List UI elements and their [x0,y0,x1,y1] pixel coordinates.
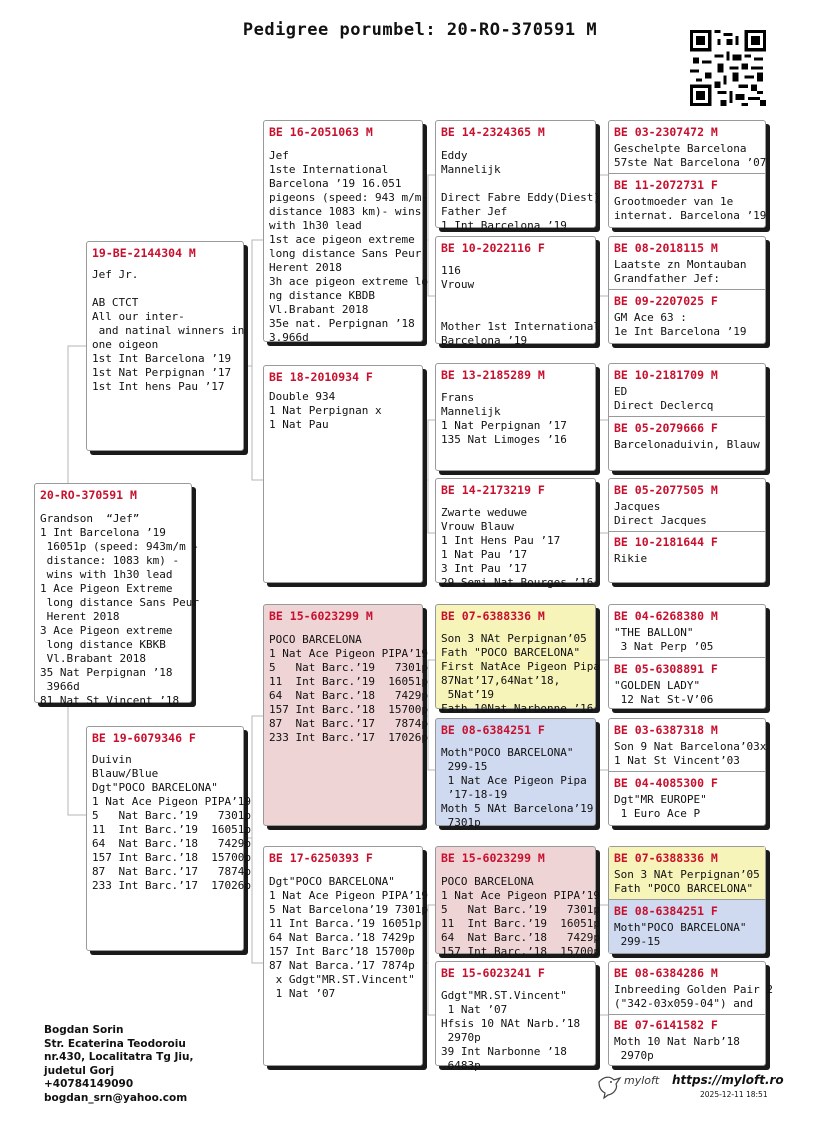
ring-id: BE 08-6384286 M [614,966,718,980]
dam-ring-id: BE 19-6079346 F [92,731,196,745]
gen3-card[interactable] [435,604,600,715]
bird-info: Inbreeding Golden Pair 2 ("342-03x059-04") and [614,983,773,1010]
bird-info: POCO BARCELONA 1 Nat Ace Pigeon PIPA’19 5 Nat Barc.’19 7301p 11 Int Barc.’19 16051p 64 Nat Barc.’18 7429p 157 Int Barc.’18 15700p [441,875,600,958]
bird-info: "GOLDEN LADY" 12 Nat St-V’06 [614,679,714,706]
gen3-card[interactable] [435,120,600,232]
ring-id: BE 15-6023241 F [441,966,545,980]
card-divider [609,1014,765,1015]
sire-card[interactable] [86,241,244,451]
ring-id: BE 03-6387318 M [614,723,718,737]
owner-contact: Bogdan Sorin Str. Ecaterina Teodoroiu nr.430, Localitatra Tg Jiu, judetul Gorj +40784149090 bogdan_srn@yahoo.com [44,1024,194,1104]
ring-id: BE 14-2173219 F [441,483,545,497]
card-divider [609,416,765,417]
gen4-pair-card[interactable] [608,120,766,228]
ring-id: BE 15-6023299 M [441,851,545,865]
ring-id: BE 17-6250393 F [269,851,373,865]
bird-info: Geschelpte Barcelona 57ste Nat Barcelona ’07 [614,142,767,169]
ring-id: BE 15-6023299 M [269,609,373,623]
gen3-card[interactable] [435,363,596,471]
bird-info: Frans Mannelijk 1 Nat Perpignan ’17 135 Nat Limoges ’16 [441,391,567,446]
ring-id: BE 05-2079666 F [614,421,718,435]
ring-id: BE 07-6141582 F [614,1018,718,1032]
bird-info: Grootmoeder van 1e internat. Barcelona ’19 [614,195,767,222]
card-divider [609,173,765,174]
ring-id: BE 10-2022116 F [441,241,545,255]
ring-id: BE 03-2307472 M [614,125,718,139]
qr-code-icon [690,30,766,106]
ring-id: BE 05-2077505 M [614,483,718,497]
bird-info: POCO BARCELONA 1 Nat Ace Pigeon PIPA’19 5 Nat Barc.’19 7301p 11 Int Barc.’19 16051p 64 Nat Barc.’18 7429p 157 Int Barc.’18 15700p 87 Nat Barc.’17 7874p 233 Int Barc.’17 17026p [269,633,428,744]
page-title: Pedigree porumbel: 20-RO-370591 M [242,20,598,40]
ring-id: BE 16-2051063 M [269,125,373,139]
subject-info: Grandson “Jef” 1 Int Barcelona ’19 16051p (speed: 943m/m - distance: 1083 km) - wins with 1h30 lead 1 Ace Pigeon Extreme long distance Sans Peur Herent 2018 3 Ace Pigeon extreme long distance KBKB Vl.Brabant 2018 35 Nat Perpignan ’18 3966d 81 Nat St Vincent ’18 [40,512,199,707]
bird-info: Moth"POCO BARCELONA" 299-15 [614,921,747,948]
gen4-pair-card[interactable] [608,961,773,1066]
gen4-pair-card[interactable] [608,846,766,954]
bird-info: "THE BALLON" 3 Nat Perp ’05 [614,626,714,653]
ring-id: BE 08-2018115 M [614,241,718,255]
subject-ring-id: 20-RO-370591 M [40,488,137,502]
bird-info: Son 3 NAt Perpignan’05 Fath "POCO BARCELONA" First NatAce Pigeon Pipa 87Nat’17,64Nat’18, 5Nat’19 Fath 10Nat Narbonne ’16 [441,632,600,715]
gen4-pair-card[interactable] [608,236,766,344]
granddam-paternal-card[interactable] [263,365,423,583]
ring-id: BE 09-2207025 F [614,294,718,308]
bird-info: Son 9 Nat Barcelona’03x 1 Nat St Vincent’03 [614,740,767,767]
gen4-pair-card[interactable] [608,604,766,709]
grandsire-maternal-card[interactable] [263,604,428,826]
ring-id: BE 10-2181709 M [614,368,718,382]
gen3-card[interactable] [435,478,596,589]
ring-id: BE 18-2010934 F [269,370,373,384]
bird-info: Son 3 NAt Perpignan’05 Fath "POCO BARCELONA" [614,868,760,895]
ring-id: BE 05-6308891 F [614,662,718,676]
bird-info: Double 934 1 Nat Perpignan x 1 Nat Pau [269,390,382,431]
gen3-card[interactable] [435,718,596,829]
ring-id: BE 08-6384251 F [441,723,545,737]
card-divider [609,531,765,532]
bird-info: GM Ace 63 : 1e Int Barcelona ’19 [614,311,747,338]
gen3-card[interactable] [435,236,600,347]
bird-info: Dgt"POCO BARCELONA" 1 Nat Ace Pigeon PIPA’19 5 Nat Barcelona’19 7301p 11 Int Barca.’19 16051p 64 Nat Barca.’18 7429p 157 Int Barc’18 15700p 87 Nat Barca.’17 7874p x Gdgt"MR.ST.Vincent" 1 Nat ’07 [269,875,428,1000]
bird-info: ED Direct Declercq [614,385,714,412]
gen3-card[interactable] [435,846,600,958]
sire-ring-id: 19-BE-2144304 M [92,246,196,260]
bird-info: Jacques Direct Jacques [614,500,707,527]
bird-info: Eddy Mannelijk Direct Fabre Eddy(Diest) Father Jef 1 Int Barcelona ’19 [441,149,600,232]
bird-info: Zwarte weduwe Vrouw Blauw 1 Int Hens Pau ’17 1 Nat Pau ’17 3 Int Pau ’17 29 Semi Nat Bourges ’16 [441,506,594,589]
sire-info: Jef Jr. AB CTCT All our inter- and natinal winners in one oigeon 1st Int Barcelona ’19 1st Nat Perpignan ’17 1st Int hens Pau ’17 [92,268,245,393]
granddam-maternal-card[interactable] [263,846,428,1066]
ring-id: BE 08-6384251 F [614,904,718,918]
ring-id: BE 14-2324365 M [441,125,545,139]
bird-info: Dgt"MR EUROPE" 1 Euro Ace P [614,793,707,820]
bird-info: Barcelonaduivin, Blauw [614,438,760,451]
gen4-pair-card[interactable] [608,363,766,471]
gen3-card[interactable] [435,961,596,1072]
ring-id: BE 10-2181644 F [614,535,718,549]
website-link[interactable]: https://myloft.ro [672,1073,784,1087]
bird-info: Gdgt"MR.ST.Vincent" 1 Nat ’07 Hfsis 10 NAt Narb.’18 2970p 39 Int Narbonne ’18 6483p [441,989,581,1072]
gen4-pair-card[interactable] [608,718,766,826]
bird-info: Laatste zn Montauban Grandfather Jef: [614,258,747,285]
card-divider [609,657,765,658]
bird-info: Moth"POCO BARCELONA" 299-15 1 Nat Ace Pigeon Pipa ’17-18-19 Moth 5 NAt Barcelona’19 7301p [441,746,594,829]
bird-info: 116 Vrouw Mother 1st International Barcelona ’19 [441,264,600,347]
subject-card[interactable] [34,483,199,707]
ring-id: BE 04-4085300 F [614,776,718,790]
grandsire-paternal-card[interactable] [263,120,428,344]
bird-info: Moth 10 Nat Narb’18 2970p [614,1035,740,1062]
timestamp: 2025-12-11 18:51 [700,1090,768,1099]
gen4-pair-card[interactable] [608,478,766,583]
dam-info: Duivin Blauw/Blue Dgt"POCO BARCELONA" 1 Nat Ace Pigeon PIPA’19 5 Nat Barc.’19 7301p 11 Int Barc.’19 16051p 64 Nat Barc.’18 7429p 157 Int Barc.’18 15700p 87 Nat Barc.’17 7874p 233 Int Barc.’17 17026p [92,753,251,892]
card-divider [609,899,765,900]
bird-info: Jef 1ste International Barcelona ’19 16.051 pigeons (speed: 943 m/m- distance 1083 km)- wins with 1h30 lead 1st ace pigeon extreme long distance Sans Peur Herent 2018 3h ace pigeon extreme lo ng distance KBDB Vl.Brabant 2018 35e nat. Perpignan ’18 3.966d [269,149,428,344]
dam-card[interactable] [86,726,251,951]
bird-info: Rikie [614,552,648,565]
ring-id: BE 07-6388336 M [441,609,545,623]
card-divider [609,771,765,772]
ring-id: BE 07-6388336 M [614,851,718,865]
ring-id: BE 11-2072731 F [614,178,718,192]
ring-id: BE 04-6268380 M [614,609,718,623]
card-divider [609,289,765,290]
ring-id: BE 13-2185289 M [441,368,545,382]
brand-name: myloft [624,1074,660,1087]
